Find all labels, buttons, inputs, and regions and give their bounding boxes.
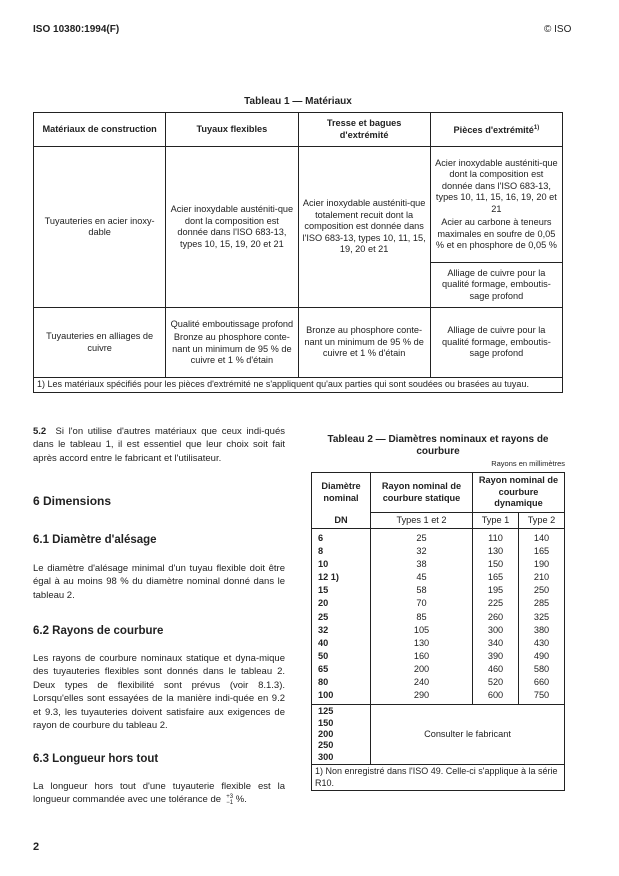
heading-6-3: 6.3 Longueur hors tout: [33, 753, 159, 765]
t2-type2: 325: [519, 611, 565, 624]
t2-type2: 250: [519, 584, 565, 597]
t2-dn: 125: [318, 706, 334, 717]
t2-dn: 8: [312, 545, 371, 558]
t1-header: Pièces d'extrémité$^{1)}$: [430, 113, 562, 147]
t2-dn: 20: [312, 597, 371, 610]
t2-type1: 225: [473, 597, 519, 610]
t2-dn: 12 1): [312, 571, 371, 584]
t2-static: 130: [371, 637, 473, 650]
t2-type1: 460: [473, 663, 519, 676]
heading-6-2: 6.2 Rayons de courbure: [33, 625, 164, 637]
table2-diameters: [311, 472, 565, 791]
t1-header: Tresse et bagues d'extrémité: [298, 113, 430, 147]
t2-row: [312, 597, 565, 610]
t2-type1: 110: [473, 529, 519, 546]
t2-type2: 140: [519, 529, 565, 546]
t2-dn: 10: [312, 558, 371, 571]
t2-dn: 80: [312, 676, 371, 689]
t2-row: [312, 689, 565, 705]
t2-dn: 32: [312, 624, 371, 637]
t2-static: 290: [371, 689, 473, 705]
t1-hoses: Acier inoxydable austéniti-que dont la composition est donnée dans l'ISO 683-13, types 10, 15, 19, 20 et 21: [166, 147, 298, 308]
t2-static: 38: [371, 558, 473, 571]
t2-dn: 150: [318, 717, 334, 728]
table2-units: Rayons en millimètres: [491, 459, 565, 468]
page-number: 2: [33, 841, 40, 853]
heading-6-1: 6.1 Diamètre d'alésage: [33, 534, 157, 546]
t2-row: [312, 545, 565, 558]
t1-material: Tuyauteries en acier inoxy-dable: [34, 147, 166, 308]
t2-row: [312, 558, 565, 571]
t2-static: 32: [371, 545, 473, 558]
t2-dn: 6: [312, 529, 371, 546]
t2-sub-type2: Type 2: [519, 513, 565, 529]
t2-row: [312, 584, 565, 597]
t1-braid: Bronze au phosphore conte-nant un minimum de 95 % de cuivre et 1 % d'étain: [298, 308, 430, 378]
t2-dn: 65: [312, 663, 371, 676]
t2-static: 160: [371, 650, 473, 663]
t2-row: [312, 676, 565, 689]
t2-static: 105: [371, 624, 473, 637]
t2-row: [312, 624, 565, 637]
t1-material: Tuyauteries en alliages de cuivre: [34, 308, 166, 378]
t2-type1: 300: [473, 624, 519, 637]
t2-sub-type1: Type 1: [473, 513, 519, 529]
t2-static: 200: [371, 663, 473, 676]
t2-row: [312, 611, 565, 624]
t2-type2: 210: [519, 571, 565, 584]
t1-end-fittings: Alliage de cuivre pour la qualité formage, emboutis-sage profond: [430, 263, 562, 308]
t2-dn: 250: [318, 740, 334, 751]
table2-title: Tableau 2 — Diamètres nominaux et rayons de courbure: [327, 434, 549, 457]
t2-type1: 195: [473, 584, 519, 597]
t2-type2: 750: [519, 689, 565, 705]
t2-type2: 490: [519, 650, 565, 663]
t2-dn: 25: [312, 611, 371, 624]
t2-row: [312, 529, 565, 546]
table1-title: Tableau 1 — Matériaux: [244, 96, 352, 107]
t2-type1: 150: [473, 558, 519, 571]
t2-header-dynamic: Rayon nominal de courbure dynamique: [473, 473, 565, 513]
t2-dn: 100: [312, 689, 371, 705]
t2-type1: 390: [473, 650, 519, 663]
para-6-2: Les rayons de courbure nominaux statique et dyna-mique des tuyauteries flexibles sont donnés dans le tableau 2. Deux types de flexibilité sont prévus (voir 8.1.3). Lorsqu'elles sont essayées de la manière indi-quée en 9.2 et 9.3, les tuyauteries doivent satisfaire aux exigences de rayon de courbure du tableau 2.: [33, 653, 285, 732]
t2-dn: 200: [318, 729, 334, 740]
t1-header: Tuyaux flexibles: [166, 113, 298, 147]
table1-materials: [33, 112, 563, 393]
t2-consult: Consulter le fabricant: [371, 705, 565, 765]
t2-type1: 340: [473, 637, 519, 650]
t2-header-dn-symbol: DN: [312, 513, 371, 529]
t2-header-dn: Diamètre nominal: [312, 473, 371, 513]
t2-sub-static: Types 1 et 2: [371, 513, 473, 529]
t2-type2: 430: [519, 637, 565, 650]
t2-static: 58: [371, 584, 473, 597]
t2-dn: 15: [312, 584, 371, 597]
t2-row: [312, 637, 565, 650]
t2-static: 85: [371, 611, 473, 624]
standard-id: ISO 10380:1994(F): [33, 24, 120, 35]
t1-end-fittings: Acier inoxydable austéniti-que dont la composition est donnée dans l'ISO 683-13, types 10, 11, 15, 16, 19, 20 et 21 Acier au carbone à teneurs maximales en soufre de 0,05 % et en phosphore de 0,05 %: [430, 147, 562, 263]
t2-row: [312, 663, 565, 676]
t2-type1: 600: [473, 689, 519, 705]
t2-dn: 40: [312, 637, 371, 650]
t1-footnote: 1) Les matériaux spécifiés pour les pièces d'extrémité ne s'appliquent qu'aux parties qui sont soudées ou brasées au tuyau.: [34, 378, 563, 393]
t2-static: 240: [371, 676, 473, 689]
t1-end-fittings: Alliage de cuivre pour la qualité formage, emboutis-sage profond: [430, 308, 562, 378]
para-6-3: La longueur hors tout d'une tuyauterie flexible est la longueur commandée avec une tolérance de +3 −1 %.: [33, 781, 285, 806]
t2-static: 45: [371, 571, 473, 584]
t2-dn: 50: [312, 650, 371, 663]
t2-type2: 660: [519, 676, 565, 689]
t2-type2: 380: [519, 624, 565, 637]
t2-type1: 165: [473, 571, 519, 584]
t2-type2: 165: [519, 545, 565, 558]
t2-type2: 190: [519, 558, 565, 571]
copyright: © ISO: [544, 24, 572, 35]
t2-dn: 300: [318, 751, 334, 762]
para-6-1: Le diamètre d'alésage minimal d'un tuyau flexible doit être égal à au moins 98 % du diamètre nominal donné dans le tableau 2.: [33, 563, 285, 601]
t2-static: 25: [371, 529, 473, 546]
t2-type2: 285: [519, 597, 565, 610]
t2-row: [312, 571, 565, 584]
heading-6: 6 Dimensions: [33, 494, 112, 508]
t2-header-static: Rayon nominal de courbure statique: [371, 473, 473, 513]
para-5-2: 5.2 Si l'on utilise d'autres matériaux que ceux indi-qués dans le tableau 1, il est essentiel que leur choix soit fait après accord entre le fabricant et l'utilisateur.: [33, 426, 285, 464]
t2-type2: 580: [519, 663, 565, 676]
t2-dn-other: [312, 705, 371, 765]
t2-row: [312, 650, 565, 663]
t2-footnote: 1) Non enregistré dans l'ISO 49. Celle-ci s'applique à la série R10.: [312, 765, 565, 791]
t2-type1: 520: [473, 676, 519, 689]
t2-static: 70: [371, 597, 473, 610]
t1-header: Matériaux de construction: [34, 113, 166, 147]
t1-hoses: Qualité emboutissage profond Bronze au phosphore conte-nant un minimum de 95 % de cuivre et 1 % d'étain: [166, 308, 298, 378]
t2-type1: 130: [473, 545, 519, 558]
t2-type1: 260: [473, 611, 519, 624]
t1-braid: Acier inoxydable austéniti-que totalement recuit dont la composition est donnée dans l'ISO 683-13, types 10, 11, 15, 19, 20 et 21: [298, 147, 430, 308]
